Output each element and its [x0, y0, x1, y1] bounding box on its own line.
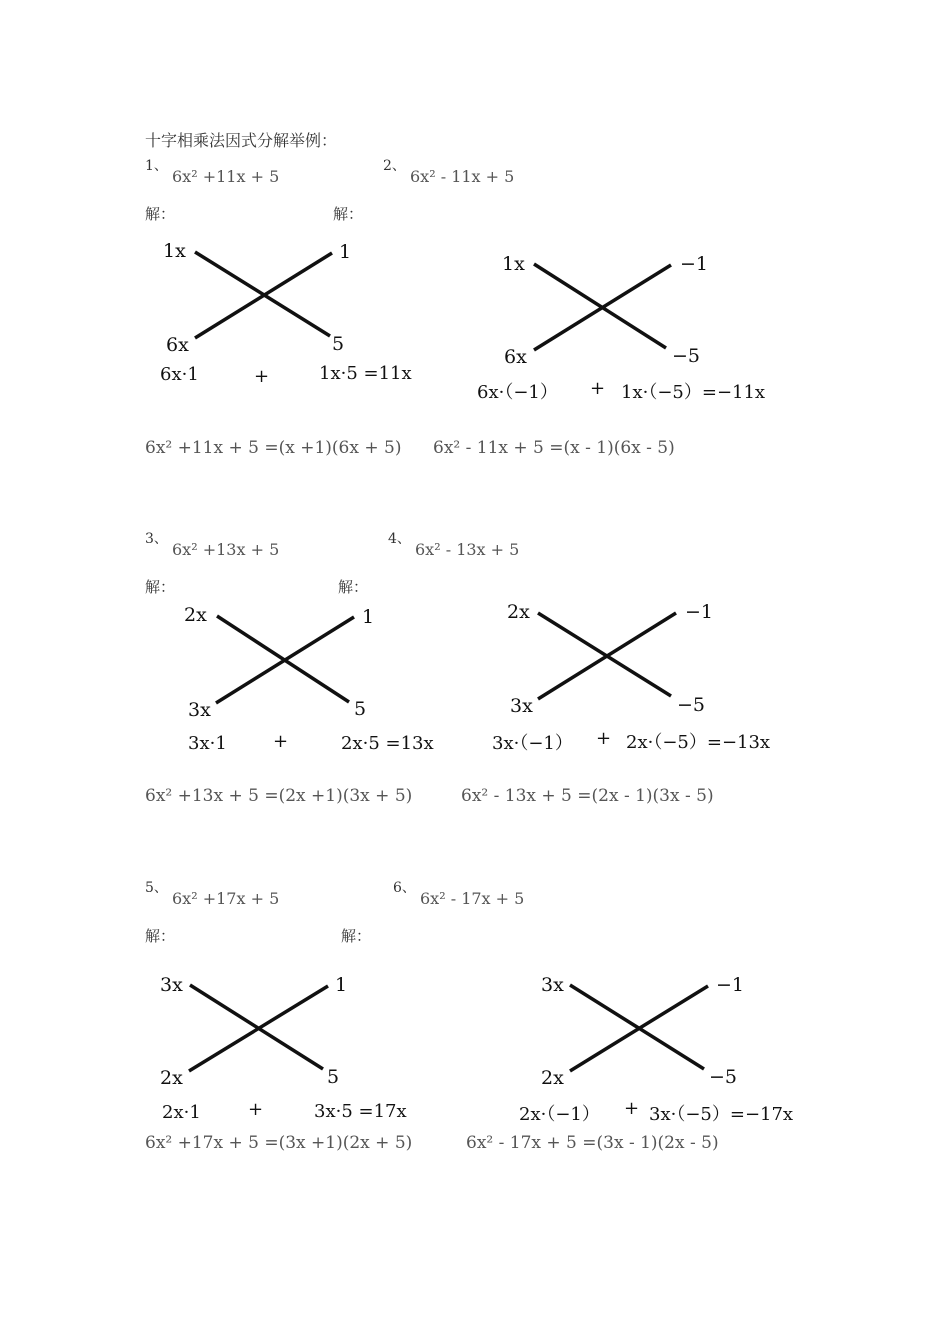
plus-sign: +	[624, 1098, 640, 1119]
factor-top-right: −1	[685, 601, 714, 623]
cross-product-left: 3x·（−1）	[492, 733, 573, 754]
factor-top-right: 1	[335, 974, 348, 996]
factor-top-right: −1	[716, 974, 745, 996]
factor-bottom-right: 5	[332, 333, 345, 355]
factor-bottom-left: 3x	[510, 695, 533, 717]
cross-product-right: 2x·（−5）=−13x	[626, 732, 771, 753]
cross-product-right: 2x·5 =13x	[341, 733, 434, 754]
factorization-result: 6x² - 11x + 5 =(x - 1)(6x - 5)	[433, 438, 675, 458]
solution-label: 解：	[145, 578, 176, 596]
solution-label: 解：	[145, 927, 176, 945]
factor-top-right: −1	[680, 253, 709, 275]
plus-sign: +	[254, 366, 270, 387]
problem-expression: 6x² - 13x + 5	[415, 540, 520, 559]
page-title: 十字相乘法因式分解举例：	[145, 131, 338, 150]
plus-sign: +	[273, 731, 289, 752]
factorization-result: 6x² - 17x + 5 =(3x - 1)(2x - 5)	[466, 1133, 719, 1153]
problem-expression: 6x² - 11x + 5	[410, 167, 515, 186]
factor-top-left: 3x	[160, 974, 183, 996]
problem-expression: 6x² +11x + 5	[172, 167, 280, 186]
factorization-result: 6x² +17x + 5 =(3x +1)(2x + 5)	[145, 1133, 413, 1153]
factor-bottom-right: −5	[709, 1066, 738, 1088]
plus-sign: +	[596, 728, 612, 749]
factor-bottom-left: 3x	[188, 699, 211, 721]
factor-bottom-left: 2x	[541, 1067, 564, 1089]
problem-expression: 6x² +13x + 5	[172, 540, 280, 559]
factor-bottom-left: 6x	[166, 334, 189, 356]
cross-product-left: 2x·（−1）	[519, 1104, 600, 1125]
cross-product-right: 1x·5 =11x	[319, 363, 412, 384]
factor-bottom-right: 5	[327, 1066, 340, 1088]
solution-label: 解：	[145, 205, 176, 223]
problem-number: 3、	[145, 531, 168, 547]
factor-top-left: 1x	[163, 240, 186, 262]
plus-sign: +	[248, 1099, 264, 1120]
problem-expression: 6x² +17x + 5	[172, 889, 280, 908]
cross-product-left: 6x·（−1）	[477, 382, 558, 403]
cross-product-right: 1x·（−5）=−11x	[621, 382, 766, 403]
factor-bottom-right: −5	[672, 345, 701, 367]
plus-sign: +	[590, 378, 606, 399]
problem-number: 4、	[388, 531, 411, 547]
cross-product-left: 2x·1	[162, 1102, 201, 1123]
factor-top-right: 1	[339, 241, 352, 263]
problem-expression: 6x² - 17x + 5	[420, 889, 525, 908]
cross-product-left: 6x·1	[160, 364, 199, 385]
factorization-result: 6x² - 13x + 5 =(2x - 1)(3x - 5)	[461, 786, 714, 806]
factor-bottom-left: 6x	[504, 346, 527, 368]
cross-product-right: 3x·5 =17x	[314, 1101, 407, 1122]
cross-line	[570, 985, 704, 1069]
factorization-result: 6x² +13x + 5 =(2x +1)(3x + 5)	[145, 786, 413, 806]
cross-product-left: 3x·1	[188, 733, 227, 754]
solution-label: 解：	[341, 927, 372, 945]
factor-top-left: 1x	[502, 253, 525, 275]
factor-top-left: 2x	[507, 601, 530, 623]
factorization-result: 6x² +11x + 5 =(x +1)(6x + 5)	[145, 438, 402, 458]
factor-bottom-right: 5	[354, 698, 367, 720]
problem-number: 6、	[393, 880, 416, 896]
factor-top-right: 1	[362, 606, 375, 628]
problem-number: 5、	[145, 880, 168, 896]
problem-number: 1、	[145, 158, 168, 174]
problem-number: 2、	[383, 158, 406, 174]
factor-top-left: 2x	[184, 604, 207, 626]
cross-product-right: 3x·（−5）=−17x	[649, 1104, 794, 1125]
solution-label: 解：	[338, 578, 369, 596]
factor-bottom-left: 2x	[160, 1067, 183, 1089]
factor-top-left: 3x	[541, 974, 564, 996]
factor-bottom-right: −5	[677, 694, 706, 716]
solution-label: 解：	[333, 205, 364, 223]
